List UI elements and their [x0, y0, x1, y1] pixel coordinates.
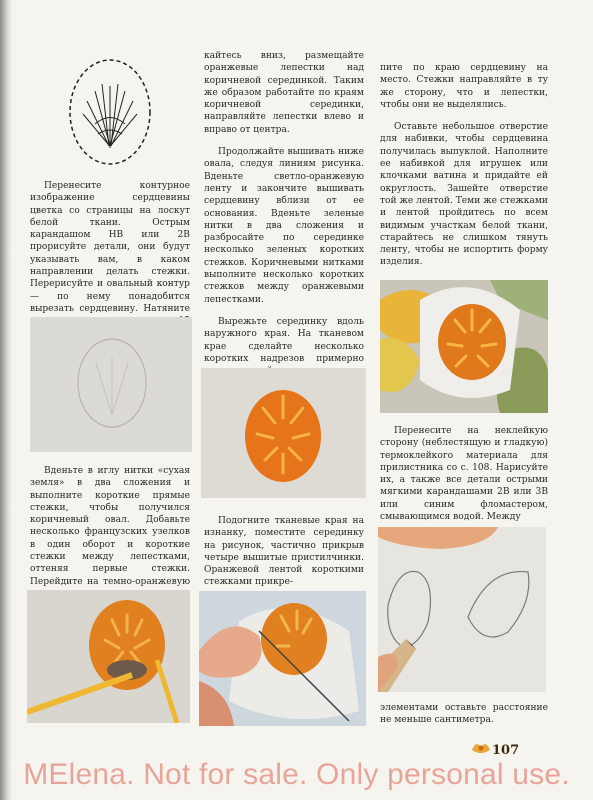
paragraph: пите по краю сердцевину на место. Стежки направляйте в ту же сторону, что и лепестки, чтобы они не выделялись. — [380, 63, 548, 110]
photo-attaching-center — [199, 591, 366, 726]
photo-fabric-outline — [30, 317, 192, 452]
oval-outline-sketch — [65, 56, 155, 168]
watermark-text: MElena. Not for sale. Only personal use. — [23, 758, 570, 791]
paragraph: Перенесите на неклейкую сторону (неблестящую и гладкую) термоклейкого материала для прилистника со с. 108. Нарисуйте их, а также все детали острыми мягкими карандашами 2В или 3В или синим фломастером, смывающимся водой. Между — [380, 426, 548, 523]
photo-drawing-leaves — [378, 527, 546, 692]
photo-cut-center-piece — [201, 368, 366, 498]
photo-stuffed-flower — [380, 280, 548, 413]
paragraph: Вырежьте серединку вдоль наружного края. На тканевом крае сделайте несколько коротких надрезов примерно — [204, 316, 364, 364]
paragraph: Подогните тканевые края на изнанку, поместите серединку на рисунок, частично прикрыв четыре вышитые пристилчинки. Оранжевой лентой короткими стежками прикре- — [204, 516, 364, 588]
photo-embroidery-in-progress — [27, 590, 190, 723]
flower-ornament-icon — [470, 738, 492, 756]
column-3-text-end — [380, 702, 548, 737]
column-2-text-bottom — [204, 515, 364, 599]
column-3-text-bottom — [380, 425, 548, 533]
paragraph: Продолжайте вышивать ниже овала, следуя линиям рисунка. Вденьте светло-оранжевую ленту и закончите вышивать сердцевину вблизи от ее основания. Вденьте зеленые нитки в два сложения и разбросайте по серединке несколько зеленых коротких стежков. Коричневыми нитками выполните несколько коротких стежков между оранжевыми лепестками. — [204, 147, 364, 305]
column-2-text-top — [204, 50, 364, 387]
column-3-text-top — [380, 62, 548, 279]
paragraph: элементами оставьте расстояние не меньше сантиметра. — [380, 703, 548, 726]
paragraph: Вденьте в иглу нитки «сухая земля» в два сложения и выполните короткие прямые стежки, чтобы получился коричневый овал. Добавьте несколько французских узелков в один оборот и короткие стежки между лепестками, оттеняя первые стежки. Перейдите на темно-оранжевую — [30, 466, 190, 587]
paragraph: Оставьте небольшое отверстие для набивки, чтобы сердцевина получилась выпуклой. Наполните ее набивкой для игрушек или клочками ватина и придайте ей округлость. Зашейте отверстие той же лентой. Теми же стежками и лентой пройдитесь по всем видимым участкам белой ткани, старайтесь не слишком тянуть ленту, чтобы не испортить форму изделия. — [380, 122, 548, 268]
book-gutter-shadow — [0, 0, 12, 800]
paragraph: Перенесите контурное изображение сердцевины цветка со страницы на лоскут белой ткани. Острым карандашом НВ или 2В прорисуйте детали, они будут указывать вам, в каком направлении делать стежки. Перерисуйте и овальный контур — по нему понадобится вырезать сердцевину. Натяните — [30, 181, 190, 314]
paragraph: кайтесь вниз, размещайте оранжевые лепестки над коричневой серединкой. Таким же образом работайте по краям коричневой серединки, направляйте лепестки влево и вправо от центра. — [204, 51, 364, 135]
page-number: 107 — [492, 743, 520, 758]
